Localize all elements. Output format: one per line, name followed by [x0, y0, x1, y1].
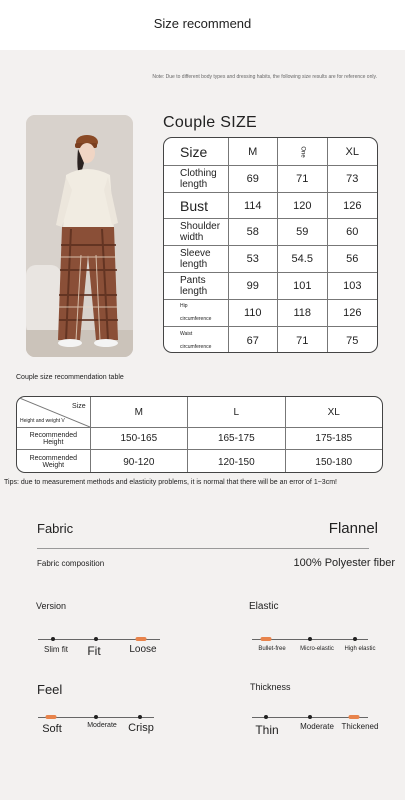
rec-row-label-weight	[17, 450, 90, 473]
row-label-shoulder-width: Shoulder width	[180, 221, 221, 243]
table-cell: 60	[327, 219, 377, 245]
table-cell: 71	[277, 166, 327, 192]
table-cell: 56	[327, 246, 377, 272]
table-cell: 75	[327, 327, 377, 353]
row-label-waist-b: circumference	[180, 343, 212, 350]
version-option-2: Loose	[129, 644, 157, 655]
thickness-dot-1	[308, 715, 312, 719]
table-cell: 67	[228, 327, 278, 353]
corner-cell	[17, 397, 90, 427]
size-table-title: Couple SIZE	[163, 114, 258, 131]
table-row	[164, 165, 377, 192]
row-label-bust: Bust	[180, 197, 209, 214]
table-cell: 69	[228, 166, 278, 192]
elastic-option-1: Micro-elastic	[300, 646, 334, 652]
rec-row-label-a: Recommended	[29, 455, 78, 462]
rec-row-label-b: Weight	[42, 462, 65, 469]
table-cell: 126	[327, 193, 377, 218]
fabric-label: Fabric	[37, 521, 74, 536]
table-cell: 59	[277, 219, 327, 245]
page-header	[0, 0, 405, 50]
table-cell: 58	[228, 219, 278, 245]
thickness-dot-2	[349, 715, 360, 719]
corner-hw-label: Height and weight V	[20, 418, 65, 424]
rec-row-label-a: Recommended	[29, 431, 78, 439]
thickness-option-0: Thin	[255, 723, 279, 737]
fabric-divider	[37, 548, 369, 549]
elastic-dot-1	[308, 637, 312, 641]
table-cell: 175-185	[285, 428, 382, 449]
page-title: Size recommend	[153, 16, 252, 31]
size-col-one-label: One	[299, 145, 306, 158]
row-label-waist-a: Waist	[180, 330, 193, 337]
size-col-xl: XL	[327, 138, 377, 165]
table-cell: 110	[228, 300, 278, 326]
row-label-pants-length: Pants length	[180, 275, 208, 297]
size-table-header-row	[164, 138, 377, 165]
size-header-label: Size	[180, 143, 208, 160]
size-table	[163, 137, 378, 353]
feel-dot-0	[46, 715, 57, 719]
table-cell: 120-150	[187, 450, 284, 473]
table-cell: 150-180	[285, 450, 382, 473]
rec-col-l: L	[187, 397, 284, 427]
table-cell: 126	[327, 300, 377, 326]
table-cell: 54.5	[277, 246, 327, 272]
recommendation-caption: Couple size recommendation table	[16, 374, 124, 381]
thickness-dot-0	[264, 715, 268, 719]
table-cell: 114	[228, 193, 278, 218]
table-row	[164, 192, 377, 218]
row-label-hip-b: circumference	[180, 316, 212, 322]
recommendation-header-row	[17, 397, 382, 427]
model-photo	[26, 115, 133, 357]
recommendation-table	[16, 396, 383, 473]
elastic-option-2: High elastic	[344, 646, 376, 652]
feel-title: Feel	[37, 682, 63, 697]
row-label-hip-a: Hip	[180, 303, 188, 309]
thickness-option-2: Thickened	[341, 722, 379, 731]
elastic-dot-2	[353, 637, 357, 641]
rec-col-m: M	[90, 397, 187, 427]
table-cell: 90-120	[90, 450, 187, 473]
size-col-one	[277, 138, 327, 165]
rec-row-label-height	[17, 428, 90, 449]
table-row	[164, 326, 377, 353]
size-col-m: M	[228, 138, 278, 165]
version-option-0: Slim fit	[44, 645, 68, 654]
table-cell: 101	[277, 273, 327, 299]
composition-label: Fabric composition	[37, 559, 105, 568]
feel-option-0: Soft	[42, 723, 62, 735]
row-label-clothing-length: Clothing length	[180, 168, 217, 190]
elastic-option-0: Bullet-free	[258, 646, 286, 652]
table-row	[164, 218, 377, 245]
table-row	[17, 449, 382, 473]
version-option-1: Fit	[87, 644, 101, 658]
table-cell: 73	[327, 166, 377, 192]
table-cell: 53	[228, 246, 278, 272]
rec-row-label-b: Height	[43, 438, 64, 446]
thickness-option-1: Moderate	[300, 722, 334, 731]
table-cell: 118	[277, 300, 327, 326]
rec-col-xl: XL	[285, 397, 382, 427]
table-row	[17, 427, 382, 449]
feel-dot-2	[138, 715, 142, 719]
table-cell: 71	[277, 327, 327, 353]
table-cell: 99	[228, 273, 278, 299]
table-row	[164, 299, 377, 326]
composition-value: 100% Polyester fiber	[293, 557, 395, 569]
thickness-title: Thickness	[250, 682, 291, 692]
table-row	[164, 245, 377, 272]
version-dot-2	[136, 637, 147, 641]
elastic-dot-0	[261, 637, 272, 641]
fabric-value: Flannel	[328, 520, 378, 537]
row-label-sleeve-length: Sleeve length	[180, 248, 211, 270]
version-title: Version	[36, 601, 67, 611]
table-row	[164, 272, 377, 299]
version-dot-1	[94, 637, 98, 641]
feel-dot-1	[94, 715, 98, 719]
corner-size-label: Size	[71, 403, 86, 410]
feel-option-2: Crisp	[128, 722, 154, 734]
version-dot-0	[51, 637, 55, 641]
table-cell: 120	[277, 193, 327, 218]
table-cell: 103	[327, 273, 377, 299]
table-cell: 150-165	[90, 428, 187, 449]
feel-option-1: Moderate	[87, 722, 117, 729]
table-cell: 165-175	[187, 428, 284, 449]
row-label-waist	[164, 327, 228, 353]
elastic-title: Elastic	[249, 601, 279, 612]
reference-note: Note: Due to different body types and dressing habits, the following size results are for reference only.	[152, 74, 377, 80]
tips-text: Tips: due to measurement methods and elasticity problems, it is normal that there will be an error of 1~3cm!	[4, 479, 337, 486]
row-label-hip	[164, 300, 228, 326]
